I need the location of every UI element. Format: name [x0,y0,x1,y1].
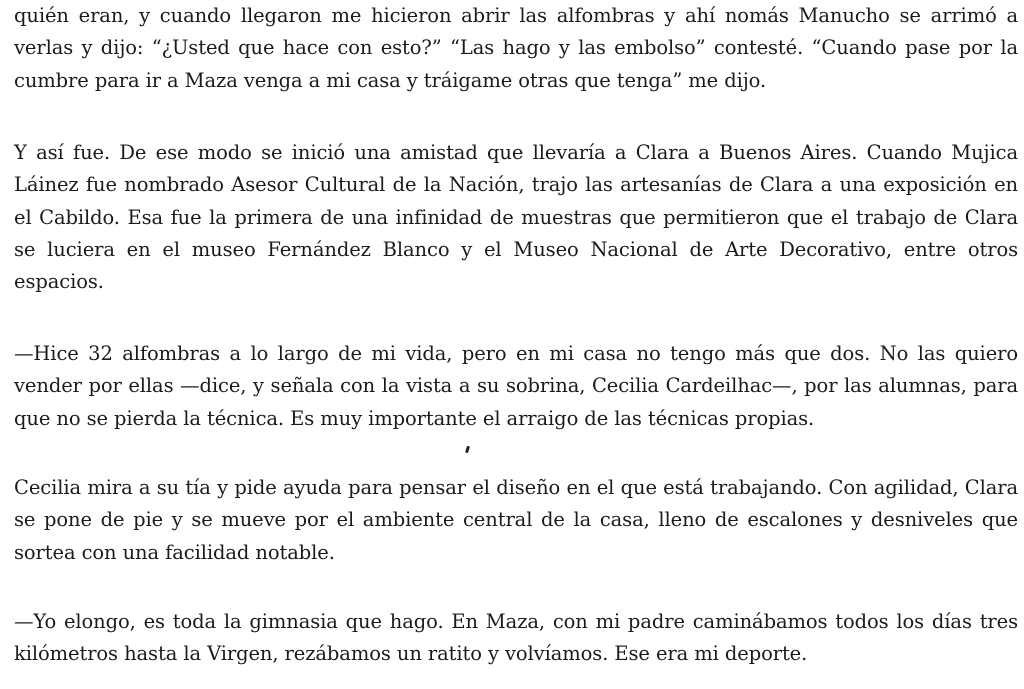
paragraph: quién eran, y cuando llegaron me hicieron abrir las alfombras y ahí nomás Manucho se arrimó a verlas y dijo: “¿Usted que hace con esto?” “Las hago y las embolso” contesté. “Cuando pase por la cumbre para ir a Maza venga a mi casa y tráigame otras que tenga” me dijo. [14,4,1018,92]
paragraph: Y así fue. De ese modo se inició una amistad que llevaría a Clara a Buenos Aires. Cuando Mujica Láinez fue nombrado Asesor Cultural de la Nación, trajo las artesanías de Clara a una exposición en el Cabildo. Esa fue la primera de una infinidad de muestras que permitieron que el trabajo de Clara se luciera en el museo Fernández Blanco y el Museo Nacional de Arte Decorativo, entre otros espacios. [14,141,1018,294]
paragraph: —Hice 32 alfombras a lo largo de mi vida, pero en mi casa no tengo más que dos. No las quiero vender por ellas —dice, y señala con la vista a su sobrina, Cecilia Cardeilhac—, por las alumnas, para que no se pierda la técnica. Es muy importante el arraigo de las técnicas propias. [14,342,1018,430]
paragraph: —Yo elongo, es toda la gimnasia que hago. En Maza, con mi padre caminábamos todos los días tres kilómetros hasta la Virgen, rezábamos un ratito y volvíamos. Ese era mi deporte. [14,610,1018,666]
scan-speck [465,446,470,454]
paragraph: Cecilia mira a su tía y pide ayuda para pensar el diseño en el que está trabajando. Con agilidad, Clara se pone de pie y se mueve por el ambiente central de la casa, lleno de escalones y desniveles que sortea con una facilidad notable. [14,476,1018,564]
